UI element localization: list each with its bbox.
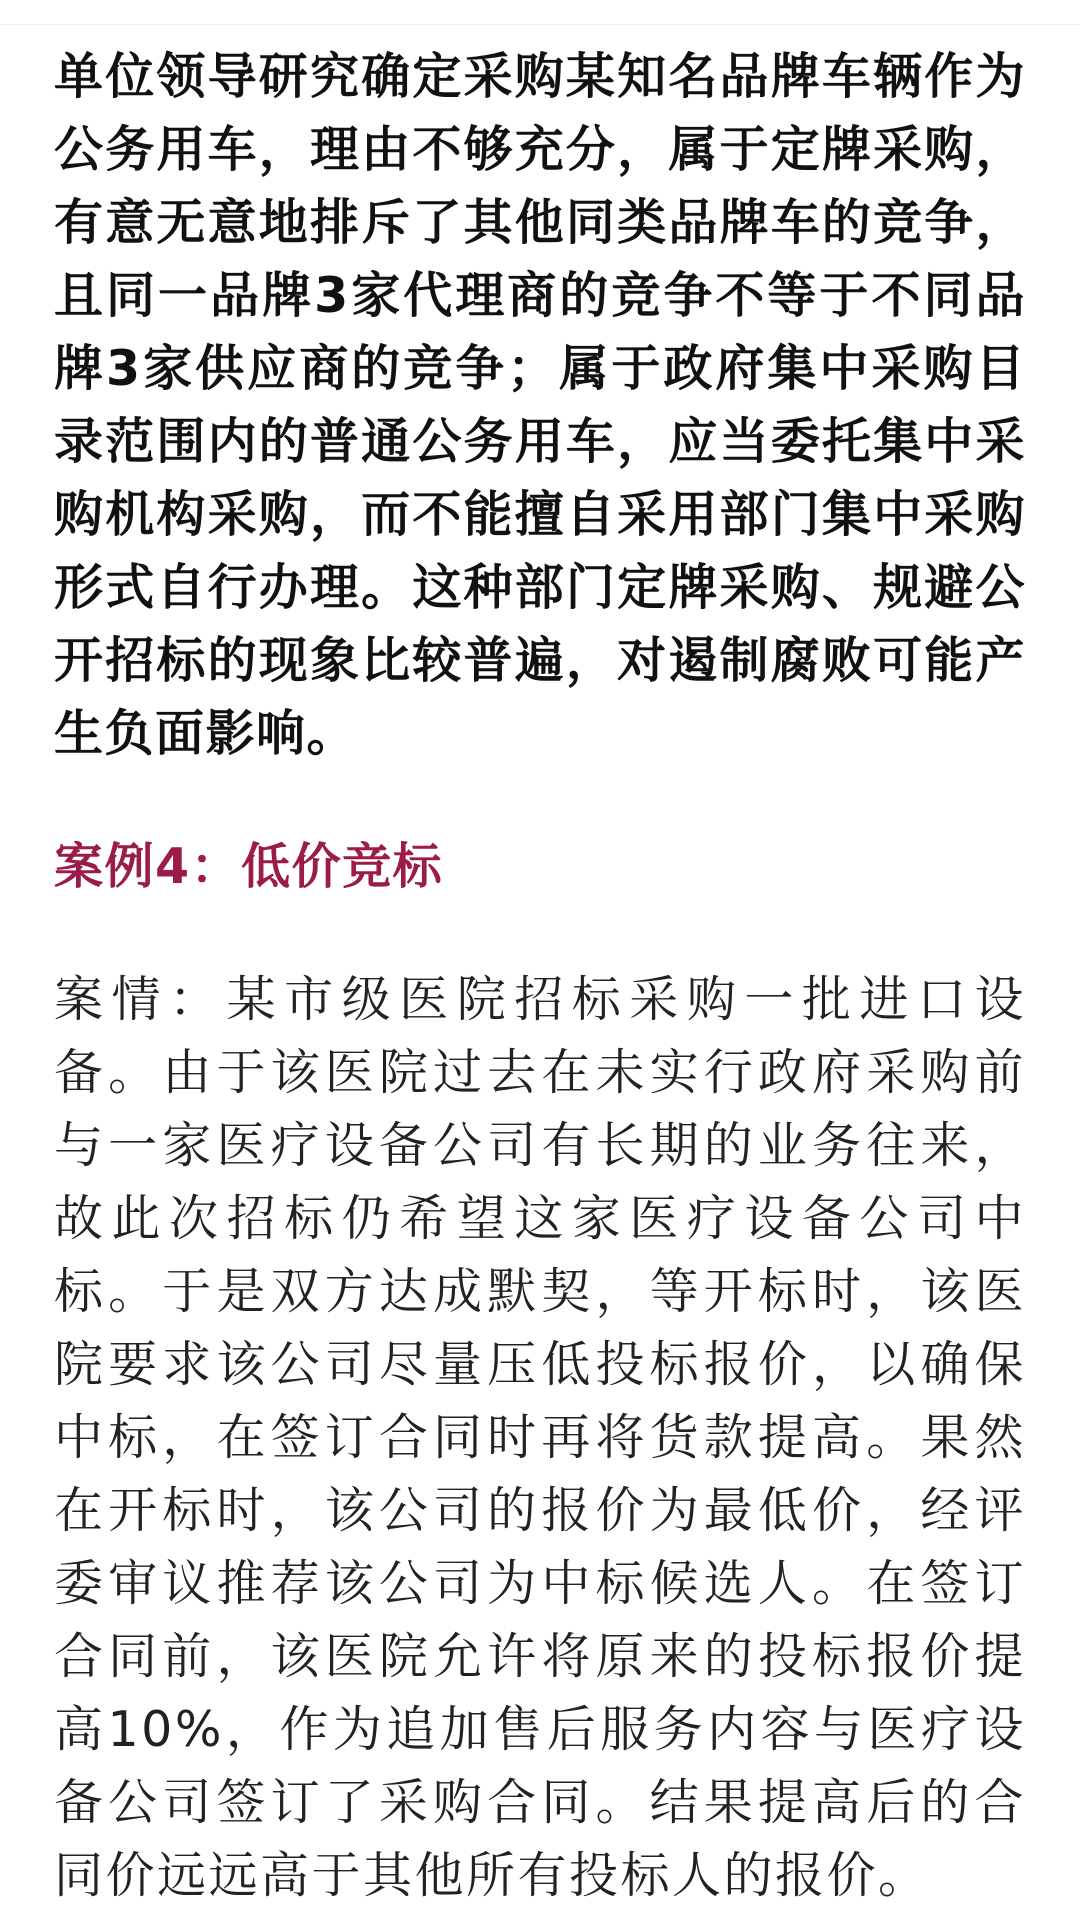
paragraph-bold-summary: 单位领导研究确定采购某知名品牌车辆作为公务用车，理由不够充分，属于定牌采购，有意无意地排斥了其他同类品牌车的竞争，且同一品牌3家代理商的竞争不等于不同品牌3家供应商的竞争；属于政府集中采购目录范围内的普通公务用车，应当委托集中采购机构采购，而不能擅自采用部门集中采购形式自行办理。这种部门定牌采购、规避公开招标的现象比较普遍，对遏制腐败可能产生负面影响。	[54, 48, 1026, 762]
paragraph-case-description: 案情：某市级医院招标采购一批进口设备。由于该医院过去在未实行政府采购前与一家医疗设备公司有长期的业务往来，故此次招标仍希望这家医疗设备公司中标。于是双方达成默契，等开标时，该医院要求该公司尽量压低投标报价，以确保中标，在签订合同时再将货款提高。果然在开标时，该公司的报价为最低价，经评委审议推荐该公司为中标候选人。在签订合同前，该医院允许将原来的投标报价提高10%，作为追加售后服务内容与医疗设备公司签订了采购合同。结果提高后的合同价远远高于其他所有投标人的报价。	[54, 971, 1026, 1904]
section-heading-case4: 案例4：低价竞标	[54, 838, 444, 895]
top-divider	[0, 0, 1080, 25]
article-body	[54, 40, 1026, 1912]
